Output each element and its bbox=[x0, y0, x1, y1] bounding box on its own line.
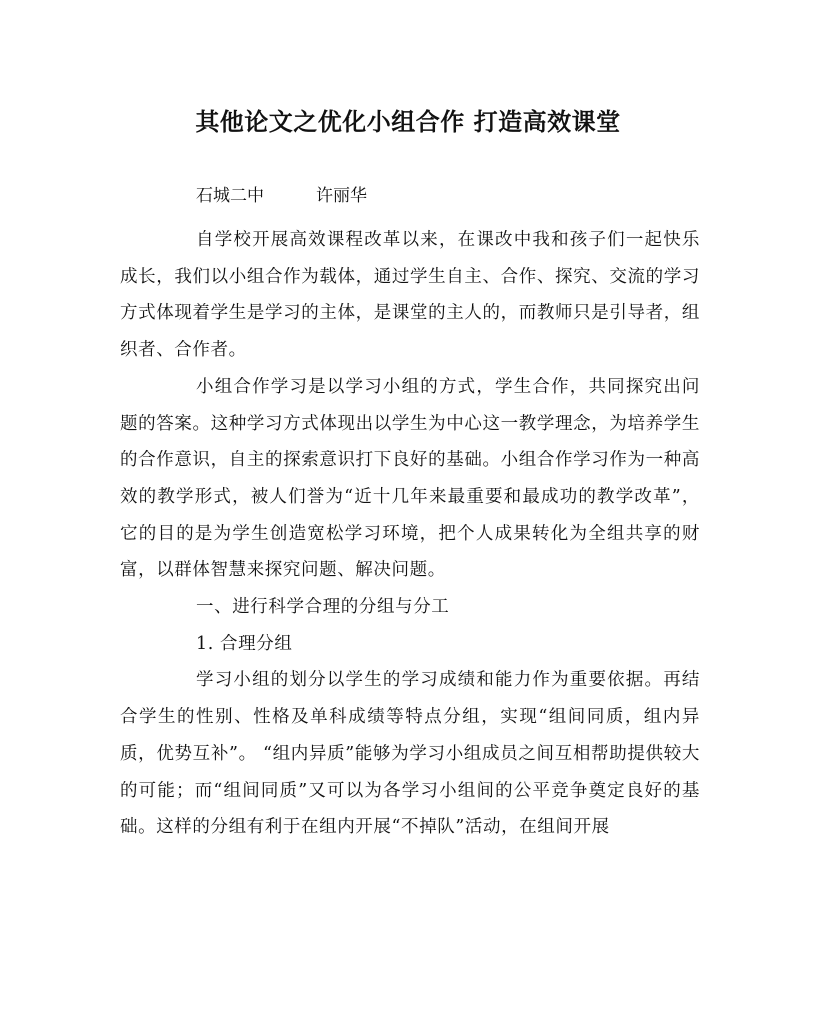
school-name: 石城二中 bbox=[196, 186, 264, 206]
paragraph-group-learning: 小组合作学习是以学习小组的方式，学生合作，共同探究出问题的答案。这种学习方式体现出以学生为中心这一教学理念，为培养学生的合作意识，自主的探索意识打下良好的基础。小组合作学习作为一种高效的教学形式，被人们誉为“近十几年来最重要和最成功的教学改革”，它的目的是为学生创造宽松学习环境，把个人成果转化为全组共享的财富，以群体智慧来探究问题、解决问题。 bbox=[120, 376, 700, 581]
subsection-heading: 1. 合理分组 bbox=[196, 633, 293, 654]
author-name: 许丽华 bbox=[316, 186, 367, 206]
paragraph-intro: 自学校开展高效课程改革以来，在课改中我和孩子们一起快乐成长，我们以小组合作为载体，通过学生自主、合作、探究、交流的学习方式体现着学生是学习的主体，是课堂的主人的，而教师只是引导者，组织者、合作者。 bbox=[120, 230, 700, 361]
byline bbox=[196, 182, 367, 210]
paragraph-grouping: 学习小组的划分以学生的学习成绩和能力作为重要依据。再结合学生的性别、性格及单科成绩等特点分组，实现“组间同质，组内异质，优势互补”。 “组内异质”能够为学习小组成员之间互相帮助提供较大的可能；而“组间同质”又可以为各学习小组间的公平竞争奠定良好的基础。这样的分组有利于在组内开展“不掉队”活动，在组间开展 bbox=[120, 670, 700, 838]
document-body bbox=[120, 222, 700, 846]
section-heading: 一、进行科学合理的分组与分工 bbox=[196, 597, 450, 618]
document-title: 其他论文之优化小组合作 打造高效课堂 bbox=[195, 107, 621, 136]
